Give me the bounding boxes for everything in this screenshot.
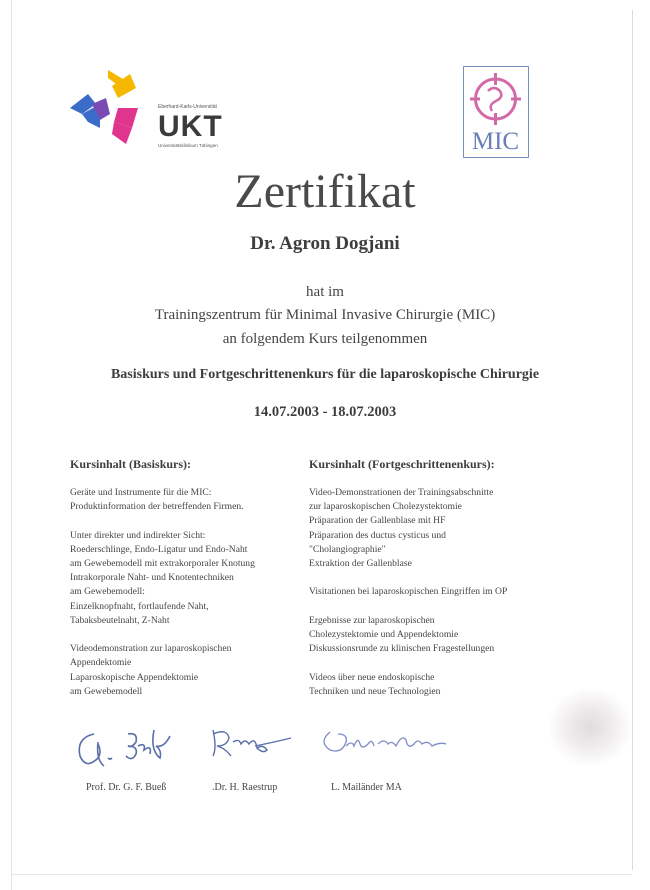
course-name: Basiskurs und Fortgeschrittenenkurs für die laparoskopische Chirurgie: [110, 367, 540, 382]
basic-course-content: [70, 457, 300, 699]
content-line: Videos über neue endoskopische: [309, 671, 435, 683]
content-line: Techniken und neue Technologien: [309, 685, 441, 697]
statement-line-3: an folgendem Kurs teilgenommen: [222, 331, 428, 347]
statement-line-2: Trainingszentrum für Minimal Invasive Chirurgie (MIC): [154, 307, 496, 323]
content-line: Video-Demonstrationen der Trainingsabschnitte: [309, 487, 494, 498]
content-line: am Gewebemodell:: [70, 586, 145, 598]
mic-logo: [463, 66, 529, 158]
content-line: Präparation des ductus cysticus und: [309, 529, 446, 541]
ukt-clinic-name: Universitätsklinikum Tübingen: [158, 143, 218, 148]
content-line: Intrakorporale Naht- und Knotentechniken: [70, 572, 234, 584]
content-line: zur laparoskopischen Cholezystektomie: [309, 501, 462, 513]
content-line: Laparoskopische Appendektomie: [70, 671, 199, 683]
ukt-wordmark: UKT: [158, 110, 223, 143]
advanced-course-content: [309, 457, 579, 699]
signature-mailaender: [318, 722, 468, 762]
content-line: Geräte und Instrumente für die MIC:: [70, 487, 212, 498]
statement-line-1: hat im: [306, 284, 344, 300]
stamp-smudge: [548, 688, 632, 766]
recipient-name: Dr. Agron Dogjani: [250, 233, 400, 254]
signatory-name-3: L. Mailänder MA: [331, 782, 402, 793]
content-line: Einzelknopfnaht, fortlaufende Naht,: [70, 600, 209, 612]
course-dates: 14.07.2003 - 18.07.2003: [253, 404, 397, 420]
page-edge-left: [11, 0, 12, 890]
content-line: am Gewebemodell: [70, 685, 143, 697]
content-line: Präparation der Gallenblase mit HF: [309, 515, 446, 527]
content-line: Ergebnisse zur laparoskopischen: [309, 614, 435, 626]
content-line: Cholezystektomie und Appendektomie: [309, 629, 459, 640]
mic-logo-text: MIC: [471, 128, 520, 155]
page-edge-bottom: [12, 874, 632, 875]
ukt-university-name: Eberhard-Karls-Universität: [158, 104, 217, 110]
signature-buess: [72, 724, 192, 774]
advanced-course-heading: Kursinhalt (Fortgeschrittenenkurs):: [309, 457, 495, 471]
content-line: Visitationen bei laparoskopischen Eingriffen im OP: [309, 586, 508, 598]
basic-course-heading: Kursinhalt (Basiskurs):: [70, 457, 192, 471]
signatory-name-2: .Dr. H. Raestrup: [212, 782, 278, 793]
content-line: am Gewebemodell mit extrakorporaler Knotung: [70, 558, 255, 569]
certificate-title: Zertifikat: [234, 165, 416, 218]
mic-emblem-icon: [464, 69, 527, 129]
page-edge-right: [632, 10, 633, 870]
signature-raestrup: [205, 724, 295, 764]
content-line: Videodemonstration zur laparoskopischen: [70, 643, 232, 655]
content-line: Unter direkter und indirekter Sicht:: [70, 529, 206, 541]
content-line: "Cholangiographie": [309, 543, 386, 555]
content-line: Extraktion der Gallenblase: [309, 558, 412, 570]
signatory-name-1: Prof. Dr. G. F. Bueß: [86, 782, 167, 793]
content-line: Tabaksbeutelnaht, Z-Naht: [70, 614, 170, 626]
content-line: Diskussionsrunde zu klinischen Fragestellungen: [309, 643, 495, 655]
content-line: Roederschlinge, Endo-Ligatur und Endo-Naht: [70, 543, 248, 555]
content-line: Produktinformation der betreffenden Firmen.: [70, 501, 244, 513]
content-line: Appendektomie: [70, 657, 132, 669]
